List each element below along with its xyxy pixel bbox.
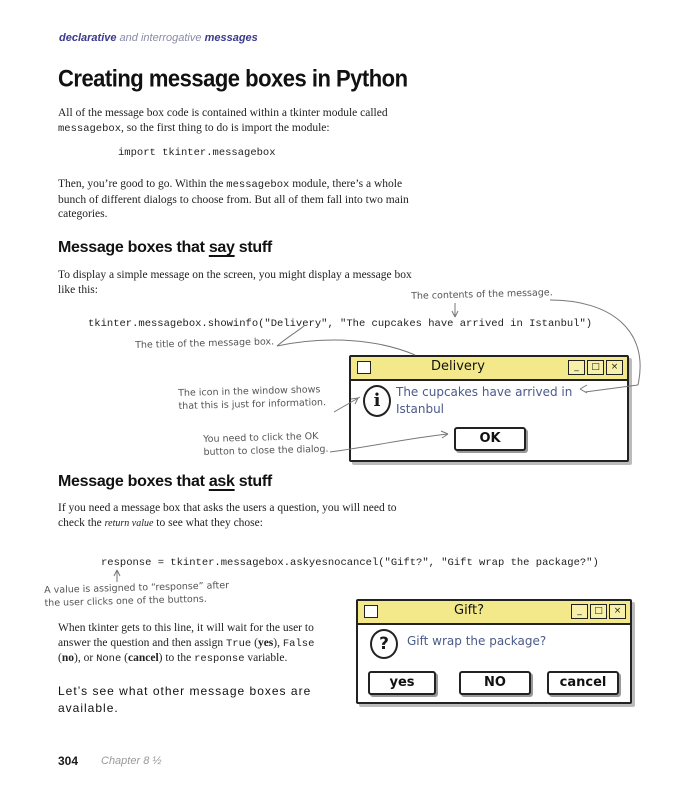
para5-true: True [226, 637, 252, 650]
import-code-line: import tkinter.messagebox [118, 147, 276, 159]
para5-line3: (no), or None (cancel) to the response variable. [58, 652, 288, 665]
gift-title: Gift? [454, 603, 485, 618]
maximize-icon[interactable]: □ [590, 604, 607, 619]
ask-code-line: response = tkinter.messagebox.askyesnocancel("Gift?", "Gift wrap the package?") [101, 557, 599, 569]
para5-line1: When tkinter gets to this line, it will wait for the user to [58, 622, 314, 634]
intro-code: messagebox [58, 122, 122, 135]
maximize-icon[interactable]: □ [587, 360, 604, 375]
para2-text-b: module, there’s a whole [289, 178, 403, 190]
para5-none: None [96, 653, 122, 665]
para5-yes: yes [257, 636, 274, 649]
header-messages: messages [204, 32, 258, 44]
note-icon-line2: that this is just for information. [178, 397, 327, 412]
chapter-label: Chapter 8 ½ [101, 755, 162, 767]
para5-response: response [194, 653, 245, 665]
note-assign-line1: A value is assigned to “response” after [44, 580, 230, 596]
para5-line2: answer the question and then assign True (yes), False [58, 636, 315, 650]
cancel-button[interactable]: cancel [547, 671, 619, 695]
arrow-ok-to-button [330, 434, 448, 452]
no-button[interactable]: NO [459, 671, 531, 695]
para4-line1: If you need a message box that asks the users a question, you will need to [58, 502, 397, 514]
para3-line1: To display a simple message on the screen, you might display a message box [58, 269, 412, 281]
para4-text-b: to see what they chose: [153, 516, 263, 529]
section-ask-underlined: ask [208, 473, 235, 490]
info-icon: i [363, 385, 391, 417]
note-ok-line1: You need to click the OK [203, 430, 319, 445]
para2-text-a: Then, you’re good to go. Within the [58, 178, 227, 190]
header-and-interrogative: and interrogative [119, 32, 202, 44]
note-assign-line2: the user clicks one of the buttons. [44, 593, 207, 609]
section-say-post: stuff [234, 239, 272, 256]
close-icon[interactable]: × [609, 604, 626, 619]
para4-text-a: check the [58, 516, 105, 529]
para5-no: no [61, 652, 74, 664]
para4-return-value: return value [104, 517, 154, 529]
delivery-message-line1: The cupcakes have arrived in [396, 385, 573, 399]
intro-line1: All of the message box code is contained within a tkinter module called [58, 107, 388, 119]
section-ask-pre: Message boxes that [58, 473, 209, 490]
para2-line3: categories. [58, 208, 108, 220]
yes-button[interactable]: yes [368, 671, 436, 695]
para6-line1: Let’s see what other message boxes are [58, 684, 312, 698]
para2-line2: bunch of different dialogs to choose from. But all of them fall into two main [58, 193, 409, 206]
gift-message: Gift wrap the package? [407, 634, 547, 648]
para3-line2: like this: [58, 283, 98, 296]
para2-code: messagebox [226, 179, 290, 191]
arrow-title-to-dialog [277, 340, 415, 355]
delivery-message-line2: Istanbul [396, 402, 445, 416]
para5-text: answer the question and then assign [58, 636, 226, 649]
note-ok-line2: button to close the dialog. [203, 443, 329, 458]
note-icon-line1: The icon in the window shows [178, 384, 321, 399]
arrow-title-to-code [277, 325, 305, 346]
page-number: 304 [58, 754, 79, 768]
section-say-pre: Message boxes that [58, 239, 209, 256]
para5-to: ) to the [158, 652, 195, 664]
section-say-underlined: say [208, 239, 235, 256]
para5-variable: variable. [244, 652, 288, 664]
minimize-icon[interactable]: _ [571, 604, 588, 619]
para5-cancel: cancel [128, 652, 159, 664]
note-title: The title of the message box. [135, 336, 275, 351]
question-icon: ? [370, 629, 398, 659]
arrow-contents-tail [585, 385, 638, 392]
para6-line2: available. [58, 701, 119, 715]
arrow-contents-to-message [550, 300, 640, 385]
section-ask-post: stuff [234, 473, 272, 490]
para5-false: False [282, 637, 315, 650]
showinfo-code-line: tkinter.messagebox.showinfo("Delivery", "The cupcakes have arrived in Istanbul") [88, 318, 593, 330]
header-declarative: declarative [59, 32, 117, 44]
delivery-title: Delivery [431, 359, 485, 374]
intro-rest: , so the first thing to do is import the module: [121, 121, 330, 134]
para5-or: , or [77, 652, 97, 664]
minimize-icon[interactable]: _ [568, 360, 585, 375]
arrow-icon-to-info [334, 397, 360, 412]
close-icon[interactable]: × [606, 360, 623, 375]
note-contents: The contents of the message. [411, 287, 553, 302]
ok-button[interactable]: OK [454, 427, 526, 451]
page-title: Creating message boxes in Python [58, 64, 408, 92]
